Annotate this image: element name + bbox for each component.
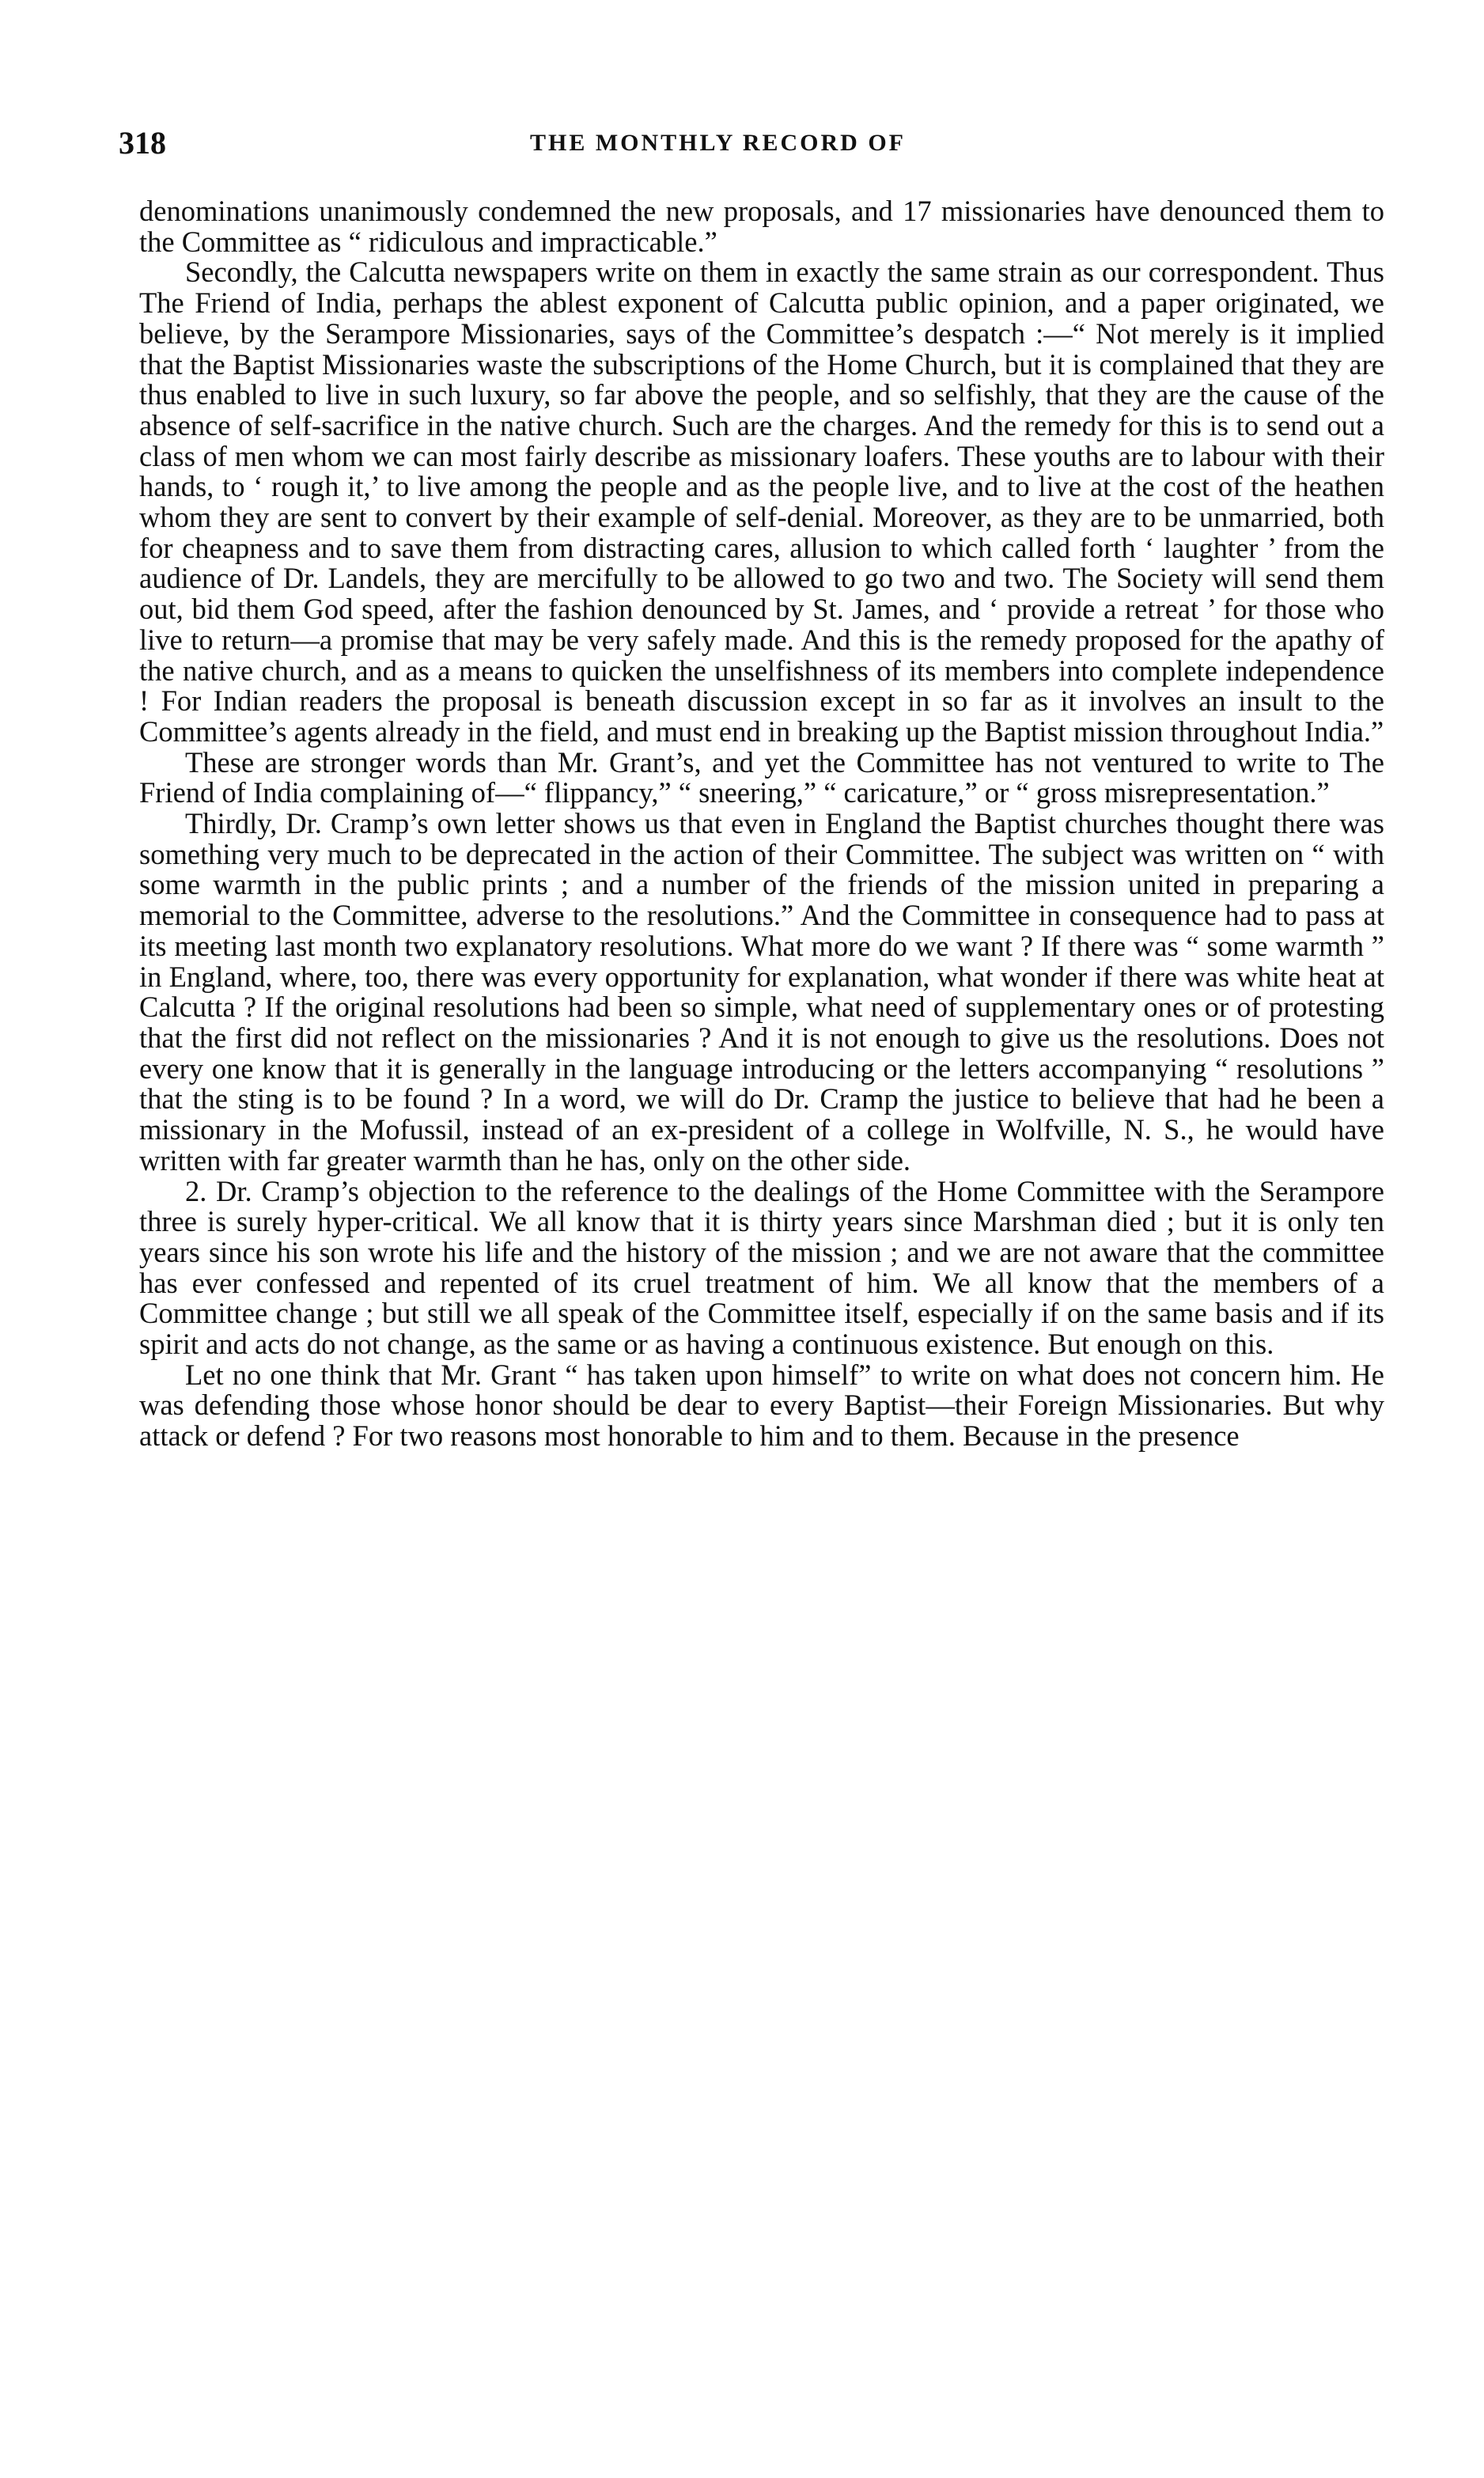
paragraph-2: Secondly, the Calcutta newspapers write on them in exactly the same strain as our correspondent. Thus The Friend of India, perhaps the ablest exponent of Calcutta public opinion, and a paper originated, we believe, by the Serampore Missionaries, says of the Committee’s despatch :—“ Not merely is it implied that the Baptist Missionaries waste the subscriptions of the Home Church, but it is complained that they are thus enabled to live in such luxury, so far above the people, and so selfishly, that they are the cause of the absence of self-sacrifice in the native church. Such are the charges. And the remedy for this is to send out a class of men whom we can most fairly describe as missionary loafers. These youths are to labour with their hands, to ‘ rough it,’ to live among the people and as the people live, and to live at the cost of the heathen whom they are sent to convert by their example of self-denial. Moreover, as they are to be unmarried, both for cheapness and to save them from distracting cares, allusion to which called forth ‘ laughter ’ from the audience of Dr. Landels, they are mercifully to be allowed to go two and two. The Society will send them out, bid them God speed, after the fashion denounced by St. James, and ‘ provide a retreat ’ for those who live to return—a promise that may be very safely made. And this is the remedy proposed for the apathy of the native church, and as a means to quicken the unselfishness of its members into complete independence ! For Indian readers the proposal is beneath discussion except in so far as it involves an insult to the Committee’s agents already in the field, and must end in breaking up the Baptist mission throughout India.”: [139, 256, 1384, 748]
page-number: 318: [119, 125, 166, 161]
paragraph-6: Let no one think that Mr. Grant “ has taken upon himself” to write on what does not concern him. He was defending those whose honor should be dear to every Baptist—their Foreign Missionaries. But why attack or defend ? For two reasons most honorable to him and to them. Because in the presence: [139, 1358, 1384, 1453]
paragraph-5: 2. Dr. Cramp’s objection to the reference to the dealings of the Home Committee with the Serampore three is surely hyper-critical. We all know that it is thirty years since Marshman died ; but it is only ten years since his son wrote his life and the history of the mission ; and we are not aware that the committee has ever confessed and repented of its cruel treatment of him. We all know that the members of a Committee change ; but still we all speak of the Committee itself, especially if on the same basis and if its spirit and acts do not change, as the same or as having a continuous existence. But enough on this.: [139, 1174, 1384, 1361]
paragraph-4: Thirdly, Dr. Cramp’s own letter shows us that even in England the Baptist churches thought there was something very much to be deprecated in the action of their Committee. The subject was written on “ with some warmth in the public prints ; and a number of the friends of the mission united in preparing a memorial to the Committee, adverse to the resolutions.” And the Committee in consequence had to pass at its meeting last month two explanatory resolutions. What more do we want ? If there was “ some warmth ” in England, where, too, there was every opportunity for explanation, what wonder if there was white heat at Calcutta ? If the original resolutions had been so simple, what need of supplementary ones or of protesting that the first did not reflect on the missionaries ? And it is not enough to give us the resolutions. Does not every one know that it is generally in the language introducing or the letters accompanying “ resolutions ” that the sting is to be found ? In a word, we will do Dr. Cramp the justice to believe that had he been a missionary in the Mofussil, instead of an ex-president of a college in Wolfville, N. S., he would have written with far greater warmth than he has, only on the other side.: [139, 807, 1384, 1176]
body-text: [139, 196, 1384, 1452]
page-header: [119, 123, 1376, 164]
running-head: THE MONTHLY RECORD OF: [530, 130, 906, 156]
paragraph-3: These are stronger words than Mr. Grant’s, and yet the Committee has not ventured to write to The Friend of India complaining of—“ flippancy,” “ sneering,” “ caricature,” or “ gross misrepresentation.”: [139, 745, 1384, 809]
paragraph-1: denominations unanimously condemned the new proposals, and 17 missionaries have denounced them to the Committee as “ ridiculous and impracticable.”: [139, 195, 1384, 258]
